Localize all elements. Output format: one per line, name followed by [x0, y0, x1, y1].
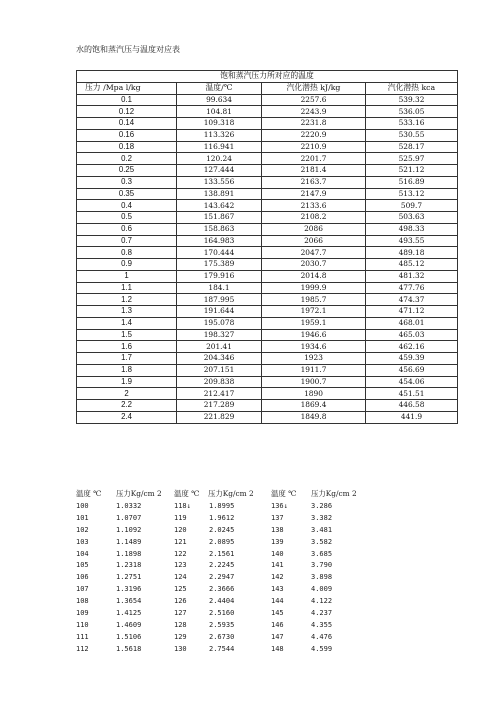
- list-header-temp-1: 温度 ℃: [76, 489, 102, 498]
- cell-latent-kcal: 481.32: [366, 270, 458, 282]
- cell-latent-kj: 2108.2: [262, 212, 366, 224]
- cell-pressure: 2.4: [77, 411, 177, 423]
- list-temp-3: 138: [271, 525, 284, 534]
- list-header-temp-2: 温度 ℃: [174, 489, 200, 498]
- table-row: [77, 247, 458, 259]
- cell-pressure: 0.18: [77, 141, 177, 153]
- list-pressure-3: 3.790: [311, 561, 333, 570]
- list-pressure-3: 3.685: [311, 549, 333, 558]
- list-pressure-3: 4.009: [311, 585, 333, 594]
- cell-latent-kcal: 456.69: [366, 364, 458, 376]
- list-temp-2: 126: [174, 597, 187, 606]
- cell-latent-kj: 2133.6: [262, 200, 366, 212]
- cell-latent-kcal: 446.58: [366, 400, 458, 412]
- cell-latent-kcal: 441.9: [366, 411, 458, 423]
- table-row: [77, 141, 458, 153]
- cell-pressure: 0.3: [77, 176, 177, 188]
- cell-latent-kj: 2210.9: [262, 141, 366, 153]
- list-pressure-2: 2.0245: [209, 525, 235, 534]
- cell-latent-kcal: 498.33: [366, 223, 458, 235]
- cell-temperature: 133.556: [177, 176, 262, 188]
- list-row: [76, 584, 416, 596]
- table-row: [77, 259, 458, 271]
- list-temp-1: 100: [76, 502, 89, 510]
- table-header-row: [77, 82, 458, 94]
- list-temp-2: 121: [174, 537, 187, 546]
- list-temp-3: 147: [271, 632, 284, 641]
- list-temp-1: 110: [76, 620, 89, 629]
- cell-pressure: 0.1: [77, 94, 177, 106]
- cell-latent-kj: 1869.4: [262, 400, 366, 412]
- cell-latent-kj: 2220.9: [262, 129, 366, 141]
- cell-pressure: 1.6: [77, 341, 177, 353]
- table-row: [77, 94, 458, 106]
- list-row: [76, 549, 416, 561]
- cell-temperature: 175.389: [177, 259, 262, 271]
- cell-pressure: 1.2: [77, 294, 177, 306]
- list-temp-3: 139: [271, 537, 284, 546]
- cell-pressure: 0.9: [77, 259, 177, 271]
- table-row: [77, 294, 458, 306]
- cell-pressure: 1.3: [77, 306, 177, 318]
- cell-pressure: 2: [77, 388, 177, 400]
- table-row: [77, 235, 458, 247]
- list-temp-3: 137: [271, 513, 284, 522]
- cell-latent-kj: 2086: [262, 223, 366, 235]
- cell-latent-kj: 1999.9: [262, 282, 366, 294]
- cell-temperature: 143.642: [177, 200, 262, 212]
- cell-pressure: 1.1: [77, 282, 177, 294]
- cell-pressure: 0.16: [77, 129, 177, 141]
- table-row: [77, 341, 458, 353]
- cell-latent-kj: 1849.8: [262, 411, 366, 423]
- list-pressure-1: 1.5618: [116, 644, 142, 653]
- list-temp-3: 145: [271, 609, 284, 618]
- list-temp-2: 125: [174, 585, 187, 594]
- header-latent-heat-kcal: 汽化潜热 kca: [366, 82, 458, 94]
- list-temp-1: 104: [76, 549, 89, 558]
- list-temp-2: 128: [174, 620, 187, 629]
- list-pressure-2: 2.5160: [209, 609, 235, 618]
- cell-temperature: 151.867: [177, 212, 262, 224]
- list-temp-3: 140: [271, 549, 284, 558]
- list-temp-2: 130: [174, 644, 187, 653]
- list-pressure-1: 1.1489: [116, 537, 142, 546]
- cell-latent-kj: 2147.9: [262, 188, 366, 200]
- cell-temperature: 179.916: [177, 270, 262, 282]
- cell-latent-kj: 1890: [262, 388, 366, 400]
- list-temp-2: 129: [174, 632, 187, 641]
- cell-latent-kcal: 513.12: [366, 188, 458, 200]
- cell-latent-kj: 1972.1: [262, 306, 366, 318]
- cell-pressure: 0.5: [77, 212, 177, 224]
- list-pressure-1: 1.1092: [116, 525, 142, 534]
- list-temp-1: 106: [76, 573, 89, 582]
- cell-latent-kcal: 503.63: [366, 212, 458, 224]
- cell-temperature: 127.444: [177, 165, 262, 177]
- cell-pressure: 1.4: [77, 317, 177, 329]
- cell-temperature: 217.289: [177, 400, 262, 412]
- table-row: [77, 411, 458, 423]
- cell-pressure: 1.8: [77, 364, 177, 376]
- cell-latent-kj: 1911.7: [262, 364, 366, 376]
- list-temp-3: 144: [271, 597, 284, 606]
- cell-latent-kj: 2231.8: [262, 118, 366, 130]
- list-row: [76, 608, 416, 620]
- list-pressure-2: 1.8995: [209, 502, 235, 510]
- list-row: [76, 501, 416, 513]
- table-caption: 饱和蒸汽压力所对应的温度: [77, 71, 458, 83]
- cell-latent-kcal: 477.76: [366, 282, 458, 294]
- cell-latent-kcal: 462.16: [366, 341, 458, 353]
- cell-temperature: 109.318: [177, 118, 262, 130]
- cell-pressure: 1.5: [77, 329, 177, 341]
- list-temp-3: 141: [271, 561, 284, 570]
- list-temp-1: 108: [76, 597, 89, 606]
- table-row: [77, 388, 458, 400]
- cell-pressure: 0.2: [77, 153, 177, 165]
- cell-latent-kcal: 471.12: [366, 306, 458, 318]
- cell-latent-kj: 1934.6: [262, 341, 366, 353]
- table-row: [77, 400, 458, 412]
- cell-temperature: 170.444: [177, 247, 262, 259]
- list-pressure-2: 2.1561: [209, 549, 235, 558]
- list-pressure-1: 1.4125: [116, 609, 142, 618]
- list-temp-2: 122: [174, 549, 187, 558]
- list-temp-2: 120: [174, 525, 187, 534]
- list-temp-3: 148: [271, 644, 284, 653]
- cell-latent-kcal: 528.17: [366, 141, 458, 153]
- list-pressure-1: 1.3654: [116, 597, 142, 606]
- cell-latent-kj: 2047.7: [262, 247, 366, 259]
- list-row: [76, 644, 416, 656]
- cell-latent-kj: 2163.7: [262, 176, 366, 188]
- header-temperature: 温度/℃: [177, 82, 262, 94]
- cell-latent-kcal: 509.7: [366, 200, 458, 212]
- cell-latent-kcal: 539.32: [366, 94, 458, 106]
- list-temp-3: 146: [271, 620, 284, 629]
- cell-temperature: 120.24: [177, 153, 262, 165]
- cell-latent-kcal: 474.37: [366, 294, 458, 306]
- cell-latent-kcal: 451.51: [366, 388, 458, 400]
- list-row: [76, 596, 416, 608]
- list-row: [76, 537, 416, 549]
- list-row: [76, 572, 416, 584]
- cell-temperature: 99.634: [177, 94, 262, 106]
- list-row: [76, 525, 416, 537]
- cell-latent-kj: 2030.7: [262, 259, 366, 271]
- cell-temperature: 204.346: [177, 353, 262, 365]
- list-pressure-2: 2.7544: [209, 644, 235, 653]
- cell-latent-kcal: 536.05: [366, 106, 458, 118]
- list-pressure-3: 4.476: [311, 632, 333, 641]
- cell-latent-kcal: 533.16: [366, 118, 458, 130]
- table-row: [77, 106, 458, 118]
- cell-latent-kj: 1900.7: [262, 376, 366, 388]
- list-temp-3: 142: [271, 573, 284, 582]
- list-header-temp-3: 温度 ℃: [271, 489, 297, 498]
- list-pressure-1: 1.0707: [116, 513, 142, 522]
- cell-latent-kj: 2014.8: [262, 270, 366, 282]
- list-pressure-1: 1.1898: [116, 549, 142, 558]
- list-pressure-1: 1.3196: [116, 585, 142, 594]
- table-row: [77, 200, 458, 212]
- table-row: [77, 223, 458, 235]
- table-row: [77, 270, 458, 282]
- cell-temperature: 113.326: [177, 129, 262, 141]
- cell-latent-kcal: 465.03: [366, 329, 458, 341]
- list-pressure-3: 4.122: [311, 597, 333, 606]
- cell-temperature: 207.151: [177, 364, 262, 376]
- list-pressure-3: 3.382: [311, 513, 333, 522]
- cell-latent-kcal: 516.89: [366, 176, 458, 188]
- list-row: [76, 632, 416, 644]
- cell-pressure: 0.12: [77, 106, 177, 118]
- list-pressure-1: 1.2318: [116, 561, 142, 570]
- header-latent-heat-kj: 汽化潜热 kJ/kg: [262, 82, 366, 94]
- cell-latent-kj: 2181.4: [262, 165, 366, 177]
- cell-temperature: 195.078: [177, 317, 262, 329]
- list-pressure-2: 2.5935: [209, 620, 235, 629]
- cell-latent-kj: 2201.7: [262, 153, 366, 165]
- cell-pressure: 0.25: [77, 165, 177, 177]
- cell-latent-kcal: 530.55: [366, 129, 458, 141]
- table-caption-row: [77, 71, 458, 83]
- list-pressure-1: 1.2751: [116, 573, 142, 582]
- list-pressure-2: 2.0895: [209, 537, 235, 546]
- cell-temperature: 187.995: [177, 294, 262, 306]
- cell-latent-kj: 2257.6: [262, 94, 366, 106]
- list-temp-2: 123: [174, 561, 187, 570]
- list-header-pressure-3: 压力Kg/cm 2: [311, 489, 357, 498]
- table-row: [77, 212, 458, 224]
- cell-latent-kj: 2066: [262, 235, 366, 247]
- cell-latent-kcal: 485.12: [366, 259, 458, 271]
- cell-latent-kj: 1923: [262, 353, 366, 365]
- cell-latent-kcal: 489.18: [366, 247, 458, 259]
- list-pressure-2: 2.2947: [209, 573, 235, 582]
- cell-pressure: 0.7: [77, 235, 177, 247]
- table-row: [77, 176, 458, 188]
- list-row: [76, 513, 416, 525]
- cell-latent-kcal: 521.12: [366, 165, 458, 177]
- cell-pressure: 2.2: [77, 400, 177, 412]
- page-title: 水的饱和蒸汽压与温度对应表: [76, 45, 180, 54]
- list-pressure-3: 3.582: [311, 537, 333, 546]
- cell-temperature: 184.1: [177, 282, 262, 294]
- list-header-row: [76, 487, 416, 501]
- list-temp-1: 107: [76, 585, 89, 594]
- cell-latent-kcal: 454.06: [366, 376, 458, 388]
- cell-pressure: 0.4: [77, 200, 177, 212]
- list-temp-1: 105: [76, 561, 89, 570]
- temperature-pressure-list: [76, 487, 416, 656]
- table-row: [77, 165, 458, 177]
- list-pressure-2: 1.9612: [209, 513, 235, 522]
- cell-temperature: 221.829: [177, 411, 262, 423]
- cell-temperature: 164.983: [177, 235, 262, 247]
- list-header-pressure-2: 压力Kg/cm 2: [208, 489, 254, 498]
- cell-pressure: 0.35: [77, 188, 177, 200]
- list-pressure-3: 4.355: [311, 620, 333, 629]
- cell-latent-kj: 2243.9: [262, 106, 366, 118]
- table-row: [77, 129, 458, 141]
- table-row: [77, 364, 458, 376]
- list-temp-2: 124: [174, 573, 187, 582]
- cell-pressure: 1: [77, 270, 177, 282]
- cell-latent-kj: 1946.6: [262, 329, 366, 341]
- list-temp-1: 109: [76, 609, 89, 618]
- list-row: [76, 560, 416, 572]
- cell-temperature: 104.81: [177, 106, 262, 118]
- cell-pressure: 1.7: [77, 353, 177, 365]
- list-header-pressure-1: 压力Kg/cm 2: [116, 489, 162, 498]
- table-row: [77, 329, 458, 341]
- cell-temperature: 116.941: [177, 141, 262, 153]
- list-pressure-2: 2.4404: [209, 597, 235, 606]
- table-row: [77, 282, 458, 294]
- list-temp-3: 136↓: [271, 502, 288, 510]
- cell-temperature: 138.891: [177, 188, 262, 200]
- table-row: [77, 153, 458, 165]
- list-pressure-2: 2.6730: [209, 632, 235, 641]
- list-temp-2: 119: [174, 513, 187, 522]
- cell-temperature: 201.41: [177, 341, 262, 353]
- table-row: [77, 317, 458, 329]
- cell-latent-kcal: 459.39: [366, 353, 458, 365]
- list-pressure-1: 1.0332: [116, 502, 142, 510]
- cell-temperature: 209.838: [177, 376, 262, 388]
- list-pressure-1: 1.4609: [116, 620, 142, 629]
- cell-latent-kcal: 525.97: [366, 153, 458, 165]
- saturation-table: [76, 70, 458, 424]
- cell-latent-kcal: 493.55: [366, 235, 458, 247]
- list-pressure-3: 4.237: [311, 609, 333, 618]
- cell-pressure: 1.9: [77, 376, 177, 388]
- list-temp-2: 127: [174, 609, 187, 618]
- cell-temperature: 191.644: [177, 306, 262, 318]
- cell-temperature: 158.863: [177, 223, 262, 235]
- table-row: [77, 188, 458, 200]
- list-temp-1: 102: [76, 525, 89, 534]
- list-temp-1: 111: [76, 632, 89, 641]
- list-temp-2: 118↓: [174, 502, 191, 510]
- table-row: [77, 376, 458, 388]
- header-pressure: 压力 /Mpa l/kg: [77, 82, 177, 94]
- cell-latent-kj: 1959.1: [262, 317, 366, 329]
- list-temp-1: 103: [76, 537, 89, 546]
- cell-pressure: 0.8: [77, 247, 177, 259]
- list-pressure-1: 1.5106: [116, 632, 142, 641]
- table-row: [77, 353, 458, 365]
- list-temp-1: 101: [76, 513, 89, 522]
- cell-pressure: 0.14: [77, 118, 177, 130]
- cell-temperature: 212.417: [177, 388, 262, 400]
- cell-latent-kj: 1985.7: [262, 294, 366, 306]
- list-pressure-3: 3.481: [311, 525, 333, 534]
- table-row: [77, 118, 458, 130]
- cell-pressure: 0.6: [77, 223, 177, 235]
- table-row: [77, 306, 458, 318]
- list-pressure-3: 3.898: [311, 573, 333, 582]
- list-pressure-2: 2.3666: [209, 585, 235, 594]
- list-pressure-3: 3.286: [311, 502, 333, 510]
- cell-temperature: 198.327: [177, 329, 262, 341]
- list-row: [76, 620, 416, 632]
- list-temp-3: 143: [271, 585, 284, 594]
- list-pressure-3: 4.599: [311, 644, 333, 653]
- cell-latent-kcal: 468.01: [366, 317, 458, 329]
- list-temp-1: 112: [76, 644, 89, 653]
- list-pressure-2: 2.2245: [209, 561, 235, 570]
